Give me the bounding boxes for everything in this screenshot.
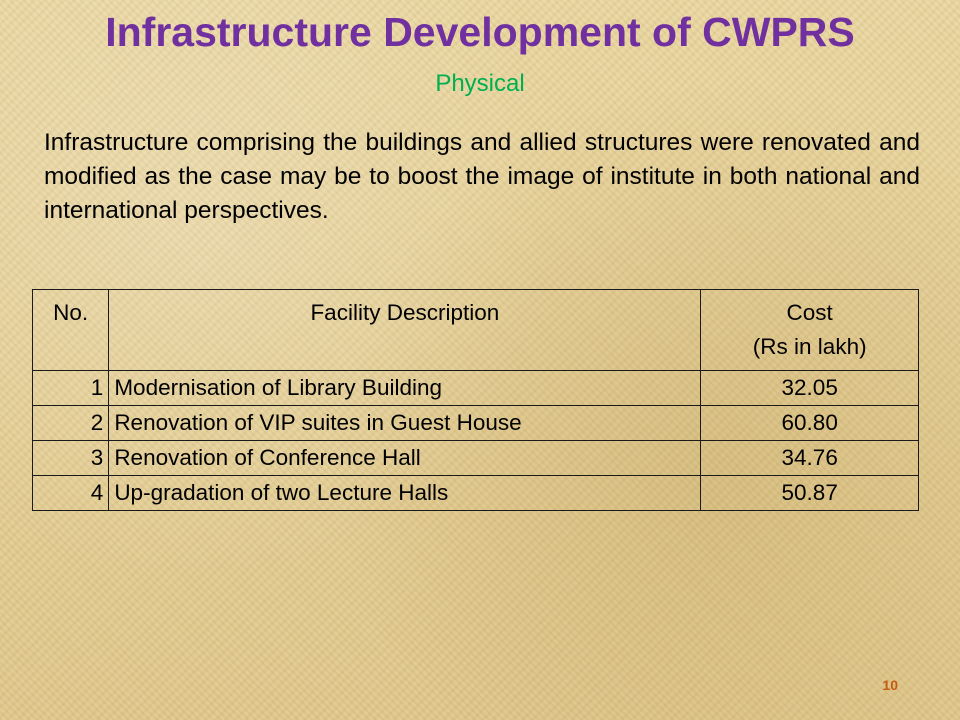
slide-subtitle: Physical [435, 70, 525, 97]
header-facility-description: Facility Description [109, 290, 701, 371]
header-cost-unit: (Rs in lakh) [752, 333, 867, 359]
table-row [33, 441, 919, 476]
row-description: Up-gradation of two Lecture Halls [109, 476, 701, 511]
row-cost: 32.05 [701, 371, 919, 406]
table-header-row [33, 290, 919, 371]
row-number: 1 [33, 371, 109, 406]
row-number: 3 [33, 441, 109, 476]
facilities-table [32, 289, 919, 511]
page-number: 10 [882, 677, 898, 693]
row-cost: 50.87 [701, 476, 919, 511]
header-no: No. [33, 290, 109, 371]
intro-paragraph: Infrastructure comprising the buildings and allied structures were renovated and modified as the case may be to boost the image of institute in both national and international perspectives. [44, 129, 920, 224]
row-cost: 60.80 [701, 406, 919, 441]
row-number: 4 [33, 476, 109, 511]
table-row [33, 406, 919, 441]
table-row [33, 476, 919, 511]
header-cost-label: Cost [786, 300, 833, 325]
row-description: Renovation of VIP suites in Guest House [109, 406, 701, 441]
row-description: Modernisation of Library Building [109, 371, 701, 406]
row-description: Renovation of Conference Hall [109, 441, 701, 476]
header-cost [701, 290, 919, 371]
row-number: 2 [33, 406, 109, 441]
slide-title: Infrastructure Development of CWPRS [105, 9, 855, 55]
table-row [33, 371, 919, 406]
row-cost: 34.76 [701, 441, 919, 476]
